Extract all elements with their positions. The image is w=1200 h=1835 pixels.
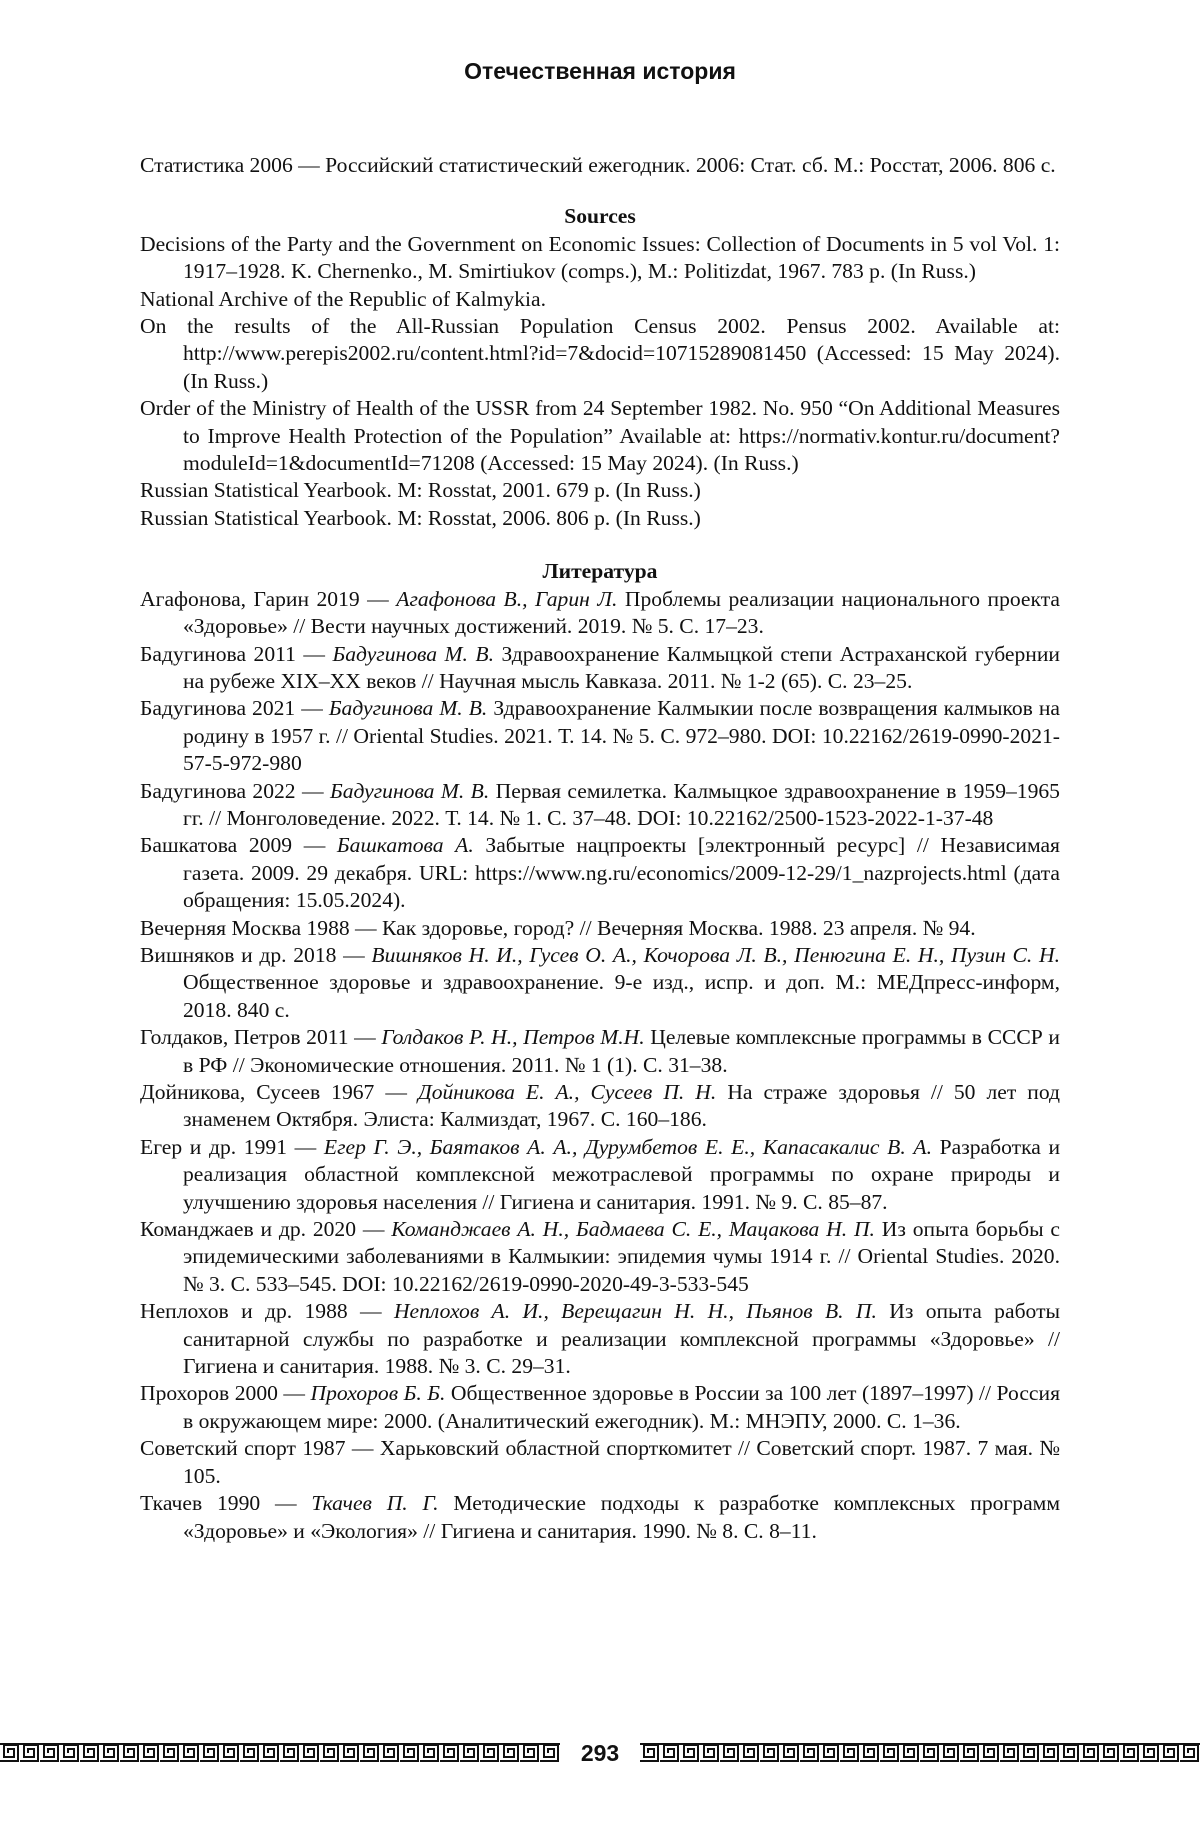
running-header: Отечественная история — [464, 58, 736, 84]
entry-lead: Вишняков и др. 2018 — — [140, 942, 372, 967]
entry-lead: Егер и др. 1991 — — [140, 1134, 324, 1159]
literature-entry — [140, 1380, 1060, 1435]
literature-entry — [140, 1216, 1060, 1298]
entry-authors: Голдаков Р. Н., Петров М.Н. — [381, 1025, 645, 1050]
source-entry: Russian Statistical Yearbook. M: Rosstat, 2006. 806 p. (In Russ.) — [140, 505, 701, 530]
entry-authors: Бадугинова М. В. — [329, 778, 490, 803]
entry-lead: Агафонова, Гарин 2019 — — [140, 586, 397, 611]
literature-entry — [140, 1134, 1060, 1216]
literature-entry — [140, 1079, 1060, 1134]
entry-rest: На страже здоровья // 50 лет под знаменем Октября. Элиста: Калмиздат, 1967. С. 160–186. — [183, 1080, 1061, 1132]
literature-entry — [140, 1024, 1060, 1079]
source-entry: Order of the Ministry of Health of the USSR from 24 September 1982. No. 950 “On Additional Measures to Improve Health Protection of the Population” Available at: https://normativ.kontur.ru/document?moduleId=1&documentId=71208 (Accessed: 15 May 2024). (In Russ.) — [140, 396, 1060, 476]
entry-rest: Общественное здоровье и здравоохранение. 9-е изд., испр. и доп. М.: МЕДпресс-информ, 2018. 840 с. — [183, 970, 1060, 1022]
source-entry: Russian Statistical Yearbook. M: Rosstat, 2001. 679 p. (In Russ.) — [140, 478, 701, 503]
entry-lead: Бадугинова 2022 — — [140, 778, 330, 803]
entry-lead: Команджаев и др. 2020 — — [140, 1217, 392, 1242]
entry-authors: Неплохов А. И., Верещагин Н. Н., Пьянов В. П. — [393, 1299, 877, 1324]
entry-authors: Дойникова Е. А., Сусеев П. Н. — [417, 1080, 717, 1104]
literature-entry — [140, 1490, 1060, 1545]
entry-authors: Бадугинова М. В. — [328, 696, 488, 721]
entry-authors: Команджаев А. Н., Бадмаева С. Е., Мацакова Н. П. — [391, 1217, 875, 1242]
ornament-border-left — [0, 1743, 560, 1763]
entry-authors: Егер Г. Э., Баятаков А. А., Дурумбетов Е. Е., Капасакалис В. А. — [323, 1134, 932, 1159]
ornament-border-right — [640, 1743, 1200, 1763]
entry-lead: Бадугинова 2011 — — [140, 641, 333, 666]
entry-rest: Проблемы реализации национального проекта «Здоровье» // Вести научных достижений. 2019. № 5. С. 17–23. — [183, 586, 1060, 639]
entry-lead: Советский спорт 1987 — Харьковский областной спорткомитет // Советский спорт. 1987. 7 мая. № 105. — [140, 1436, 1060, 1488]
entry-lead: Башкатова 2009 — — [140, 833, 337, 858]
entry-rest: Методические подходы к разработке комплексных программ «Здоровье» и «Экология» // Гигиена и санитария. 1990. № 8. С. 8–11. — [183, 1491, 1060, 1543]
entry-authors: Прохоров Б. Б. — [310, 1381, 446, 1406]
entry-lead: Дойникова, Сусеев 1967 — — [140, 1080, 418, 1104]
literature-entry — [140, 695, 1060, 777]
entry-rest: Из опыта работы санитарной службы по разработке и реализации комплексной программы «Здоровье» // Гигиена и санитария. 1988. № 3. С. 29–31. — [183, 1299, 1061, 1379]
entry-lead: Голдаков, Петров 2011 — — [140, 1025, 382, 1050]
source-entry: National Archive of the Republic of Kalmykia. — [140, 286, 546, 311]
entry-lead: Бадугинова 2021 — — [140, 696, 329, 721]
sources-heading: Sources — [564, 204, 636, 229]
entry-authors: Вишняков Н. И., Гусев О. А., Кочорова Л. В., Пенюгина Е. Н., Пузин С. Н. — [371, 942, 1060, 967]
entry-rest: Целевые комплексные программы в СССР и в РФ // Экономические отношения. 2011. № 1 (1). С. 31–38. — [183, 1025, 1060, 1077]
entry-rest: Здравоохранение Калмыкии после возвращения калмыков на родину в 1957 г. // Oriental Studies. 2021. Т. 14. № 5. С. 972–980. DOI: 10.22162/2619-0990-2021-57-5-972-980 — [183, 696, 1060, 776]
literature-entry — [140, 832, 1060, 914]
entry-authors: Бадугинова М. В. — [332, 641, 495, 666]
reference-entry-top: Статистика 2006 — Российский статистический ежегодник. 2006: Стат. сб. М.: Росстат, 2006. 806 с. — [140, 153, 1056, 177]
sources-list — [140, 231, 1060, 532]
page-footer — [0, 1739, 1200, 1767]
literature-entry — [140, 641, 1060, 696]
reference-list — [140, 152, 1060, 1545]
literature-entry — [140, 586, 1060, 641]
entry-rest: Общественное здоровье в России за 100 лет (1897–1997) // Россия в окружающем мире: 2000. (Аналитический ежегодник). М.: МНЭПУ, 2000. С. 1–36. — [183, 1381, 1060, 1433]
entry-authors: Ткачев П. Г. — [311, 1491, 439, 1516]
source-entry: On the results of the All-Russian Population Census 2002. Pensus 2002. Available at: http://www.perepis2002.ru/content.html?id=7&docid=10715289081450 (Accessed: 15 May 2024). (In Russ.) — [140, 314, 1060, 393]
entry-lead: Прохоров 2000 — — [140, 1381, 311, 1406]
entry-rest: Разработка и реализация областной комплексной межотраслевой программы по охране природы и улучшению здоровья населения // Гигиена и санитария. 1991. № 9. С. 85–87. — [183, 1134, 1061, 1214]
entry-lead: Вечерняя Москва 1988 — Как здоровье, город? // Вечерняя Москва. 1988. 23 апреля. № 94. — [140, 915, 976, 940]
literature-entry — [140, 915, 1060, 942]
entry-authors: Башкатова А. — [336, 833, 474, 858]
literature-list — [140, 586, 1060, 1545]
literature-entry — [140, 1435, 1060, 1490]
entry-rest: Из опыта борьбы с эпидемическими заболеваниями в Калмыкии: эпидемия чумы 1914 г. // Oriental Studies. 2020. № 3. С. 533–545. DOI: 10.22162/2619-0990-2020-49-3-533-545 — [183, 1217, 1061, 1296]
literature-entry — [140, 778, 1060, 833]
literature-entry — [140, 942, 1060, 1024]
entry-lead: Ткачев 1990 — — [140, 1491, 312, 1516]
entry-lead: Неплохов и др. 1988 — — [140, 1299, 394, 1324]
entry-rest: Здравоохранение Калмыцкой степи Астраханской губернии на рубеже XIX–XX веков // Научная мысль Кавказа. 2011. № 1-2 (65). С. 23–25. — [183, 641, 1060, 693]
entry-rest: Забытые нацпроекты [электронный ресурс] // Независимая газета. 2009. 29 декабря. URL: https://www.ng.ru/economics/2009-12-29/1_nazprojects.html (дата обращения: 15.05.2024). — [183, 833, 1060, 913]
literature-entry — [140, 1298, 1060, 1380]
source-entry: Decisions of the Party and the Government on Economic Issues: Collection of Documents in 5 vol Vol. 1: 1917–1928. K. Chernenko., M. Smirtiukov (comps.), M.: Politizdat, 1967. 783 p. (In Russ.) — [140, 231, 1060, 284]
page-number: 293 — [580, 1740, 620, 1766]
entry-rest: Первая семилетка. Калмыцкое здравоохранение в 1959–1965 гг. // Монголоведение. 2022. Т. 14. № 1. С. 37–48. DOI: 10.22162/2500-1523-2022-1-37-48 — [183, 778, 1060, 830]
literature-heading: Литература — [542, 559, 658, 584]
entry-authors: Агафонова В., Гарин Л. — [396, 586, 618, 611]
